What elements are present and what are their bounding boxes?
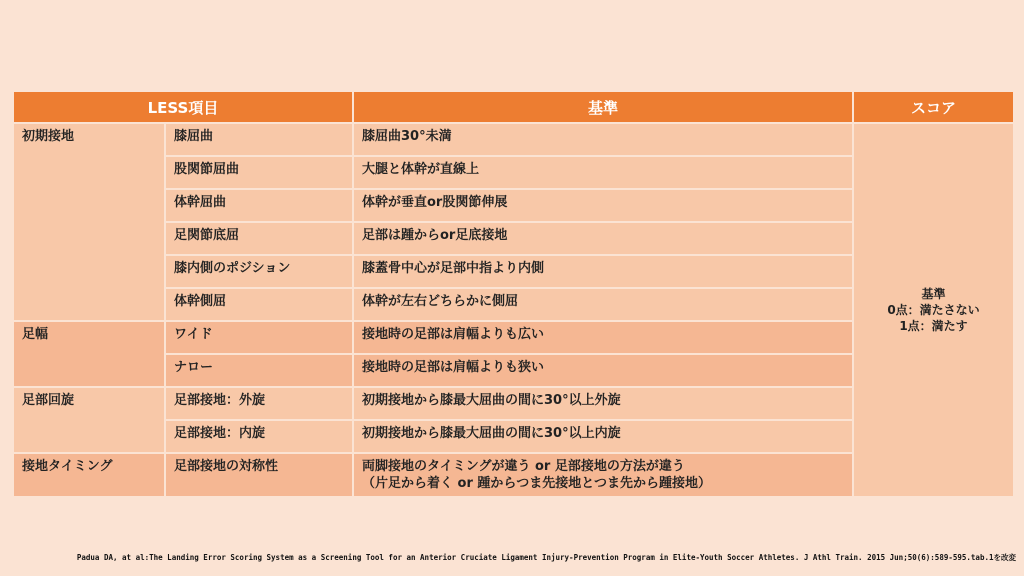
criterion-line-0: 両脚接地のタイミングが違う or 足部接地の方法が違う (362, 459, 685, 474)
criterion-cell: 膝屈曲30°未満 (353, 123, 853, 156)
citation: Padua DA, at al:The Landing Error Scoring System as a Screening Tool for an Anterior Cruciate Ligament Injury-Prevention Program in Elite-Youth Soccer Athletes. J Athl Train. 2015 Jun;50(6):589-595.tab.1を改変 (76, 553, 1016, 562)
item-cell: 膝屈曲 (165, 123, 353, 156)
item-cell: 体幹屈曲 (165, 189, 353, 222)
header-score: スコア (853, 91, 1014, 123)
category-cell: 初期接地 (13, 123, 165, 321)
item-cell: ナロー (165, 354, 353, 387)
criterion-cell: 接地時の足部は肩幅よりも広い (353, 321, 853, 354)
less-criteria-table (12, 90, 1015, 498)
item-cell: 足部接地：外旋 (165, 387, 353, 420)
criterion-cell: 膝蓋骨中心が足部中指より内側 (353, 255, 853, 288)
criterion-cell: 初期接地から膝最大屈曲の間に30°以上内旋 (353, 420, 853, 453)
criterion-cell (353, 453, 853, 497)
item-cell: 足関節底屈 (165, 222, 353, 255)
score-cell (853, 123, 1014, 497)
criterion-cell: 接地時の足部は肩幅よりも狭い (353, 354, 853, 387)
item-cell: 足部接地の対称性 (165, 453, 353, 497)
criterion-cell: 体幹が垂直or股関節伸展 (353, 189, 853, 222)
criterion-cell: 大腿と体幹が直線上 (353, 156, 853, 189)
header-criterion: 基準 (353, 91, 853, 123)
header-less-item: LESS項目 (13, 91, 353, 123)
score-title: 基準 (921, 287, 946, 301)
item-cell: 股関節屈曲 (165, 156, 353, 189)
item-cell: ワイド (165, 321, 353, 354)
item-cell: 足部接地：内旋 (165, 420, 353, 453)
item-cell: 体幹側屈 (165, 288, 353, 321)
score-line-0: 0点：満たさない (887, 303, 980, 317)
criterion-cell: 足部は踵からor足底接地 (353, 222, 853, 255)
category-cell: 足部回旋 (13, 387, 165, 453)
table-row (13, 123, 1014, 156)
criterion-line-1: （片足から着く or 踵からつま先接地とつま先から踵接地） (362, 476, 712, 491)
header-row (13, 91, 1014, 123)
criterion-cell: 初期接地から膝最大屈曲の間に30°以上外旋 (353, 387, 853, 420)
category-cell: 接地タイミング (13, 453, 165, 497)
score-line-1: 1点：満たす (899, 319, 968, 333)
category-cell: 足幅 (13, 321, 165, 387)
criterion-cell: 体幹が左右どちらかに側屈 (353, 288, 853, 321)
item-cell: 膝内側のポジション (165, 255, 353, 288)
